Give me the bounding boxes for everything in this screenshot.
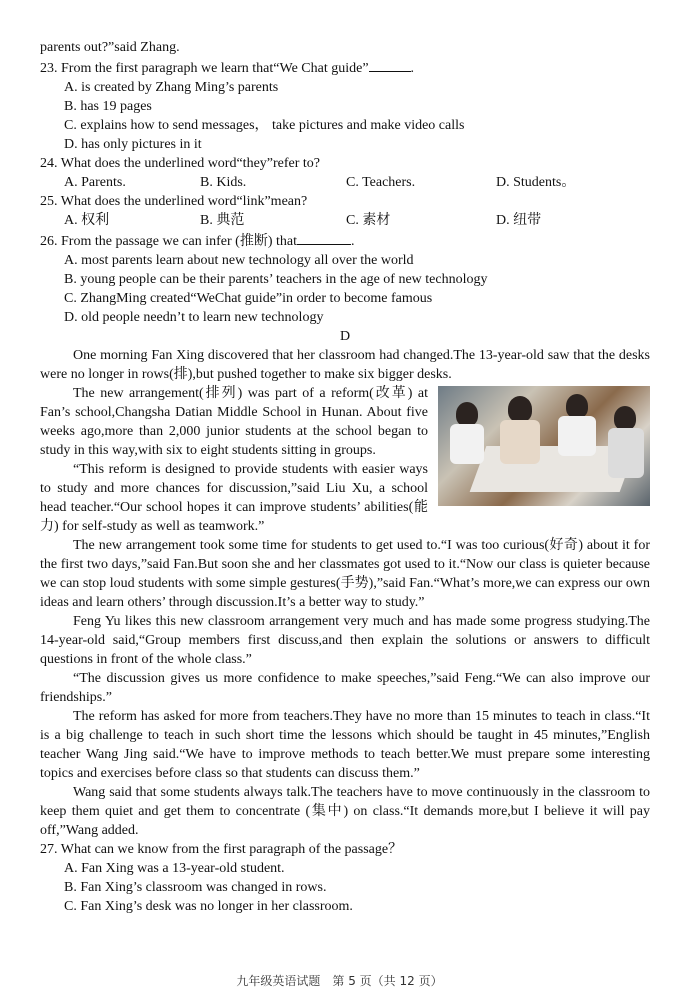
option-25c: C. 素材 bbox=[346, 213, 391, 228]
passage-paragraph-3: “This reform is designed to provide students with easier ways to study and more chances for discussion,”said Liu Xu, a school head teacher.“Our school hopes it can improve students’ abilities(能力) for self-study as well as teamwork.” bbox=[40, 462, 428, 534]
passage-paragraph-8: Wang said that some students always talk.The teachers have to move continuously in the classroom to keep them quiet and get them to concentrate (集中) on class.“It demands more,but I believe it will pay off,”Wang added. bbox=[40, 785, 650, 838]
question-26-end: . bbox=[350, 234, 355, 249]
passage-paragraph-4: The new arrangement took some time for students to get used to.“I was too curious(好奇) about it for the first two days,”said Fan.But soon she and her classmates got used to it.“Now our class is quieter because we can stop loud students with some simple gestures(手势),”said Fan.“What’s more,we can express our own ideas and learn others’ through discussion.It’s a better way to study.” bbox=[40, 538, 650, 610]
option-25d: D. 纽带 bbox=[496, 213, 542, 228]
question-24: 24. What does the underlined word“they”refer to? bbox=[40, 156, 321, 171]
option-23a: A. is created by Zhang Ming’s parents bbox=[64, 80, 279, 95]
option-24b: B. Kids. bbox=[200, 175, 247, 190]
option-25b: B. 典范 bbox=[200, 213, 245, 228]
question-25: 25. What does the underlined word“link”mean? bbox=[40, 194, 308, 209]
option-27b: B. Fan Xing’s classroom was changed in rows. bbox=[64, 880, 327, 895]
question-24-options bbox=[40, 173, 650, 192]
classroom-photo bbox=[438, 386, 650, 506]
exam-page bbox=[40, 38, 650, 916]
option-25a: A. 权利 bbox=[64, 213, 110, 228]
option-24d: D. Students。 bbox=[496, 175, 576, 190]
question-23-end: . bbox=[410, 61, 415, 76]
answer-blank bbox=[369, 57, 411, 72]
section-letter: D bbox=[339, 329, 351, 344]
option-24a: A. Parents. bbox=[64, 175, 126, 190]
option-26b: B. young people can be their parents’ teachers in the age of new technology bbox=[64, 272, 488, 287]
passage-paragraph-5: Feng Yu likes this new classroom arrangement very much and has made some progress studying.The 14-year-old said,“Group members first discuss,and then explain the solutions or answers to difficult questions in front of the whole class.” bbox=[40, 614, 650, 667]
page-footer: 九年级英语试题 第 5 页（共 12 页） bbox=[236, 974, 443, 988]
option-26a: A. most parents learn about new technology all over the world bbox=[64, 253, 414, 268]
passage-paragraph-6: “The discussion gives us more confidence to make speeches,”said Feng.“We can also improve our friendships.” bbox=[40, 671, 650, 705]
option-23b: B. has 19 pages bbox=[64, 99, 152, 114]
question-23 bbox=[40, 57, 650, 78]
passage-paragraph-1: One morning Fan Xing discovered that her classroom had changed.The 13-year-old saw that the desks were no longer in rows(排),but pushed together to make six bigger desks. bbox=[40, 348, 650, 382]
question-26-stem: 26. From the passage we can infer (推断) that bbox=[40, 234, 297, 249]
passage-paragraph-7: The reform has asked for more from teachers.They have no more than 15 minutes to teach in class.“It is a big challenge to teach in such short time the lessons which should be taught in 45 minutes,”English teacher Wang Jing said.“We have to improve methods to teach better.We must prepare some interesting topics and exercises before class so that students can discuss them.” bbox=[40, 709, 650, 781]
question-27: 27. What can we know from the first paragraph of the passage？ bbox=[40, 842, 403, 857]
option-27c: C. Fan Xing’s desk was no longer in her classroom. bbox=[64, 899, 353, 914]
question-26 bbox=[40, 230, 650, 251]
option-23c: C. explains how to send messages， take pictures and make video calls bbox=[64, 118, 465, 133]
text-line: parents out?”said Zhang. bbox=[40, 40, 180, 55]
option-27a: A. Fan Xing was a 13-year-old student. bbox=[64, 861, 285, 876]
passage-with-photo bbox=[40, 384, 650, 536]
option-26d: D. old people needn’t to learn new technology bbox=[64, 310, 324, 325]
option-23d: D. has only pictures in it bbox=[64, 137, 202, 152]
question-25-options bbox=[40, 211, 650, 230]
option-24c: C. Teachers. bbox=[346, 175, 416, 190]
question-23-stem: 23. From the first paragraph we learn that“We Chat guide” bbox=[40, 61, 369, 76]
option-26c: C. ZhangMing created“WeChat guide”in order to become famous bbox=[64, 291, 433, 306]
passage-paragraph-2: The new arrangement(排列) was part of a reform(改革) at Fan’s school,Changsha Datian Middle School in Hunan. About five weeks ago,more than 2,000 junior students at the school began to study in this way,with six to eight students sitting in groups. bbox=[40, 386, 428, 458]
answer-blank bbox=[297, 230, 351, 245]
